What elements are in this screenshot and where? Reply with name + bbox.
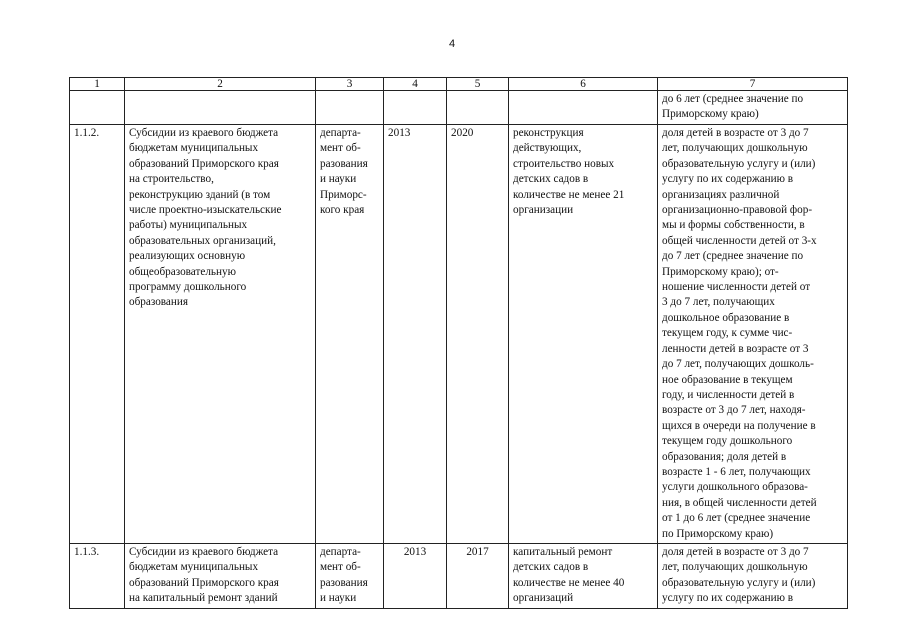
indicator-cell: до 6 лет (среднее значение по Приморскому краю) [658,91,848,125]
executor-cell: департа- мент об- разования и науки [316,543,384,608]
table-row [70,125,848,544]
header-cell: 6 [509,78,658,91]
table-cell [125,91,316,125]
header-cell: 3 [316,78,384,91]
table-cell [447,91,509,125]
table-cell [70,91,125,125]
program-measures-table [69,77,848,609]
indicator-cell: доля детей в возрасте от 3 до 7 лет, получающих дошкольную образовательную услугу и (или) услугу по их содержанию в [658,543,848,608]
measure-name-cell: Субсидии из краевого бюджета бюджетам муниципальных образований Приморского края на капитальный ремонт зданий [125,543,316,608]
continuation-row [70,91,848,125]
end-year-cell: 2020 [447,125,509,544]
item-number-cell: 1.1.2. [70,125,125,544]
column-number-header-row [70,78,848,91]
table-cell [509,91,658,125]
indicator-cell: доля детей в возрасте от 3 до 7 лет, получающих дошкольную образовательную услугу и (или) услугу по их содержанию в организациях различной организационно-правовой фор- мы и формы собственности, в общей численности детей от 3-х до 7 лет (среднее значение по Приморскому краю); от- ношение численности детей от 3 до 7 лет, получающих дошкольное образование в текущем году, к сумме чис- ленности детей в возрасте от 3 до 7 лет, получающих дошколь- ное образование в текущем году, и численности детей в возрасте от 3 до 7 лет, находя- щихся в очереди на получение в текущем году дошкольного образования; доля детей в возрасте 1 - 6 лет, получающих услуги дошкольного образова- ния, в общей численности детей от 1 до 6 лет (среднее значение по Приморскому краю) [658,125,848,544]
header-cell: 5 [447,78,509,91]
start-year-cell: 2013 [384,543,447,608]
expected-result-cell: реконструкция действующих, строительство новых детских садов в количестве не менее 21 организации [509,125,658,544]
page-number: 4 [448,38,456,50]
executor-cell: департа- мент об- разования и науки Приморс- кого края [316,125,384,544]
table-cell [384,91,447,125]
header-cell: 1 [70,78,125,91]
header-cell: 4 [384,78,447,91]
end-year-cell: 2017 [447,543,509,608]
table-row [70,543,848,608]
measure-name-cell: Субсидии из краевого бюджета бюджетам муниципальных образований Приморского края на строительство, реконструкцию зданий (в том числе проектно-изыскательские работы) муниципальных образовательных организаций, реализующих основную общеобразовательную программу дошкольного образования [125,125,316,544]
item-number-cell: 1.1.3. [70,543,125,608]
header-cell: 2 [125,78,316,91]
start-year-cell: 2013 [384,125,447,544]
header-cell: 7 [658,78,848,91]
expected-result-cell: капитальный ремонт детских садов в количестве не менее 40 организаций [509,543,658,608]
table-cell [316,91,384,125]
